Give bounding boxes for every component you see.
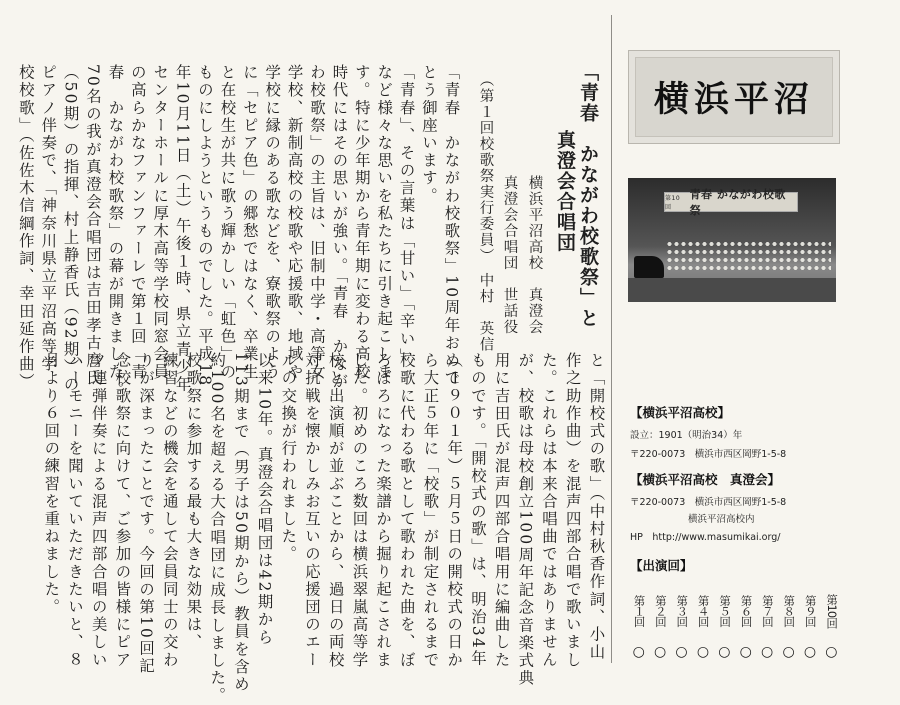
article-upper-line: （50期）の指揮、村上静香氏（92期）の <box>61 64 80 394</box>
alumni-info <box>630 470 786 543</box>
photo-piano <box>634 256 664 278</box>
article-lower-line: 月より６回の練習を重ねました。 <box>42 352 61 616</box>
photo-stage-banner <box>664 188 798 217</box>
performance-entry <box>778 584 799 659</box>
badge-text: 横浜平沼 <box>653 80 814 120</box>
article-lower-line: 校歌に代わる歌として歌われた曲を、ぼ <box>397 352 416 669</box>
article-lower-line: 練習などの機会を通して会員同士の交わ <box>160 352 179 669</box>
author-line-2: 真澄会合唱団 世話役 <box>501 175 518 335</box>
article-lower-line: ノ連弾伴奏による混声四部合唱の美しい <box>89 352 108 669</box>
performance-mark: ○ <box>782 644 795 660</box>
photo-banner-small: 第10回 <box>665 195 681 211</box>
article-upper-line: 「青春 かながわ校歌祭」10周年おめで <box>442 64 461 388</box>
article-upper-line: 時代にはその思いが強い。「青春 かなが <box>330 64 349 391</box>
article-upper-line: わ校歌祭」の主旨は、旧制中学・高等女 <box>308 64 326 381</box>
article-lower-line: 対抗戦を懐かしみお互いの応援団のエー <box>303 352 321 669</box>
performance-entry <box>756 584 777 659</box>
article-upper-line: 学校に縁のある歌などを、寮歌祭のよう <box>263 64 282 381</box>
performance-entry <box>821 584 842 659</box>
article-upper-line: に「セピア色」の郷愁ではなく、卒業生 <box>240 64 259 381</box>
performance-mark: ○ <box>761 644 774 660</box>
alumni-address: 〒220-0073 横浜市西区岡野1-5-8 <box>630 497 787 508</box>
performance-mark: ○ <box>675 644 688 660</box>
performance-mark: ○ <box>739 644 752 660</box>
article-upper-line: センターホールに厚木高等学校同窓会員 <box>151 64 170 381</box>
article-lower-line: た。これらは本来合唱曲ではありません <box>540 352 558 669</box>
performance-label: 第８回 <box>782 595 797 627</box>
article-upper-line: ものにしようというものでした。平成18 <box>196 64 214 388</box>
alumni-care-of: 横浜平沼高校内 <box>688 514 755 525</box>
performance-label: 第７回 <box>760 595 775 627</box>
article-lower-line: と「開校式の歌」（中村秋香作詞、小山 <box>587 352 606 662</box>
performance-entry <box>735 584 756 659</box>
article-title-line-1: 「青春 かながわ校歌祭」と <box>577 62 599 329</box>
performance-label: 第９回 <box>803 595 818 627</box>
article-lower-line: （１９０１年）５月５日の開校式の日か <box>445 352 464 669</box>
article-lower-line: 用に吉田氏が混声四部合唱用に編曲した <box>492 352 511 669</box>
article-upper-line: 校校歌」（佐佐木信綱作詞、幸田延作曲） <box>16 64 35 391</box>
article-lower-line: ハーモニーを聞いていただきたいと、８ <box>66 352 84 669</box>
choir-photo <box>628 178 836 302</box>
article-upper-line: 学校、新制高校の校歌や応援歌、地域や <box>285 64 304 381</box>
performance-label: 第３回 <box>675 595 690 627</box>
article-upper-line: 「青春」、その言葉は「甘い」「辛い」 <box>397 64 416 366</box>
article-lower-line: が、校歌は母校創立100周年記念音楽式典 <box>516 352 535 688</box>
author-line-1: 横浜平沼高校 真澄会 <box>526 175 543 335</box>
article-upper-line: と在校生が共に歌う輝かしい「虹色」の <box>218 64 237 381</box>
article-upper-line: 年10月11日（土）午後１時、県立青少年 <box>173 64 192 394</box>
performance-label: 第１回 <box>632 595 647 627</box>
article-upper-line: 70名の我が真澄会合唱団は吉田孝古麿氏 <box>84 64 102 388</box>
article-lower-line: 校と出演順が並ぶことから、過日の両校 <box>326 352 345 669</box>
performance-heading-wrap <box>630 556 693 574</box>
school-info-heading: 【横浜平沼高校】 <box>630 405 731 420</box>
performance-label: 第５回 <box>718 595 733 627</box>
school-info <box>630 403 786 460</box>
photo-choir-members <box>666 240 831 274</box>
article-lower-line: 念校歌祭に向けて、ご参加の皆様にピア <box>113 352 132 669</box>
performance-entry <box>714 584 735 659</box>
performance-label: 第10回 <box>825 594 840 628</box>
alumni-homepage: HP http://www.masumikai.org/ <box>630 532 781 543</box>
article-lower-line: 約100名を超える大合唱団に成長しました。 <box>208 352 227 705</box>
article-upper-line: す。特に少年期から青年期に変わる高校 <box>352 64 371 381</box>
performance-mark: ○ <box>696 644 710 660</box>
performance-mark: ○ <box>654 644 667 660</box>
article-upper-line: とう御座います。 <box>420 64 438 205</box>
performance-heading: 【出演回】 <box>630 558 693 573</box>
performance-label: 第２回 <box>653 595 668 627</box>
article-lower-line: ルの交換が行われました。 <box>279 352 298 564</box>
performance-entry <box>799 584 820 659</box>
photo-stage-floor <box>628 278 836 302</box>
school-address: 〒220-0073 横浜市西区岡野1-5-8 <box>630 449 787 460</box>
performance-mark: ○ <box>632 644 645 660</box>
alumni-info-heading: 【横浜平沼高校 真澄会】 <box>630 472 781 487</box>
school-name-badge <box>628 50 840 144</box>
performance-entry <box>628 584 649 659</box>
article-lower-line: 校歌祭に参加する最も大きな効果は、 <box>184 352 203 652</box>
article-lower-line: ら大正５年に「校歌」が制定されるまで <box>421 352 440 669</box>
performance-label: 第４回 <box>696 595 711 627</box>
article-title-line-2: 真澄会合唱団 <box>554 130 576 253</box>
article-lower-line: した。初めのころ数回は横浜翠嵐高等学 <box>350 352 369 669</box>
school-founded: 設立：1901（明治34）年 <box>630 430 743 441</box>
performance-record <box>628 584 842 659</box>
performance-mark: ○ <box>825 644 838 660</box>
article-lower-line: 113期まで（男子は50期から）教員を含め <box>231 352 250 694</box>
performance-label: 第６回 <box>739 595 754 627</box>
performance-mark: ○ <box>803 644 817 660</box>
article-upper-line: の高らかなファンファーレで第１回「青 <box>128 64 147 381</box>
article-lower-line: ろぼろになった楽譜から掘り起こされま <box>374 352 393 669</box>
performance-entry <box>649 584 670 659</box>
author-line-3: （第１回校歌祭実行委員） 中村 英信 <box>477 72 494 353</box>
photo-banner-text: 青春 かながわ校歌祭 <box>689 188 786 217</box>
performance-mark: ○ <box>718 644 731 660</box>
performance-entry <box>692 584 713 659</box>
column-divider <box>611 15 612 663</box>
article-upper-line: 春 かながわ校歌祭」の幕が開きました。 <box>106 64 125 399</box>
article-lower-line: 作之助作曲）を混声四部合唱で歌いまし <box>563 352 582 669</box>
article-upper-line: など様々な思いを私たちに引き起こしま <box>375 64 394 381</box>
article-lower-line: ものです。「開校式の歌」は、明治34年 <box>468 352 487 668</box>
article-upper-line: ピアノ伴奏で、「神奈川県立平沼高等学 <box>39 64 58 374</box>
article-lower-line: 以来10年。真澄会合唱団は42期から <box>255 352 274 647</box>
performance-entry <box>671 584 692 659</box>
badge-inner-frame <box>635 57 833 137</box>
article-lower-line: りが深まったことです。今回の第10回記 <box>137 352 156 676</box>
